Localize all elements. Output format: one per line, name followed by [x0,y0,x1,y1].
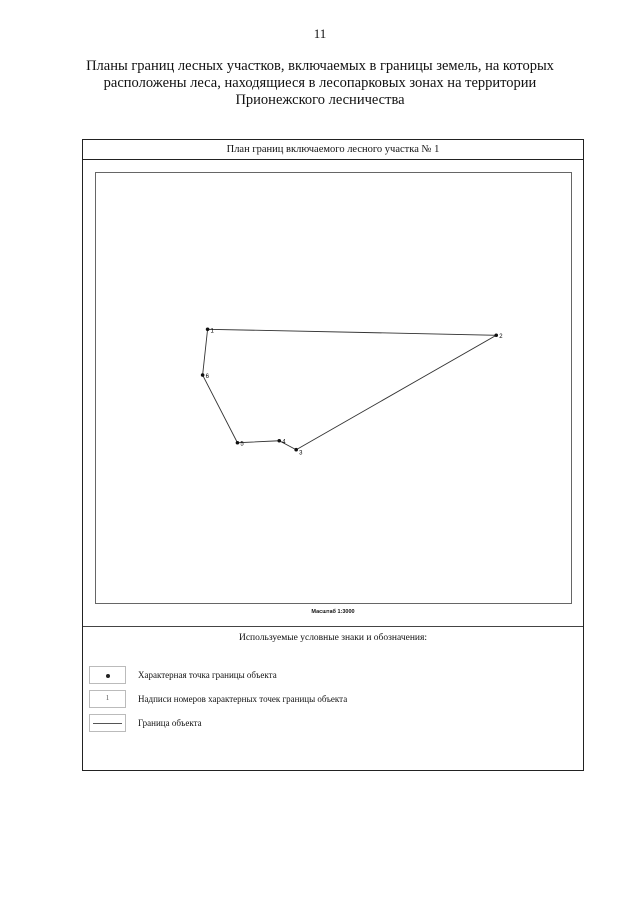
legend-divider [83,626,583,627]
legend-item-label: Граница объекта [138,718,202,728]
legend-item-point [89,665,277,685]
map-scale: Масштаб 1:3000 [311,609,355,615]
point-dot-icon [106,674,110,678]
point-dot-icon [236,441,240,445]
point-dot-icon [201,373,205,377]
point-dot-icon [494,333,498,337]
point-label: 5 [240,441,244,448]
plan-frame [82,139,584,771]
legend-item-label: Характерная точка границы объекта [138,670,277,680]
boundary-line-icon [93,723,122,724]
boundary-point-2 [494,333,503,340]
boundary-map [96,173,571,603]
document-heading [60,58,580,109]
point-label: 4 [282,439,286,446]
point-label: 6 [205,374,209,381]
point-dot-icon [277,439,281,443]
legend-symbol-box [89,666,126,684]
point-label: 3 [299,450,303,457]
page-number: 11 [313,26,327,41]
boundary-point-5 [236,441,245,448]
point-dot-icon [294,448,298,452]
legend-item-label: Надписи номеров характерных точек границы объекта [138,694,348,704]
point-label: 2 [499,334,503,341]
boundary-point-6 [201,373,210,380]
plan-title: План границ включаемого лесного участка № 1 [83,140,583,160]
point-label: 1 [210,328,214,335]
boundary-point-3 [294,448,303,457]
legend-item-boundary [89,713,202,733]
heading-line-3: Прионежского лесничества [235,92,405,108]
legend-item-point-number [89,689,347,709]
legend-symbol-box [89,714,126,732]
point-number-icon: 1 [105,694,110,702]
boundary-polygon [203,329,497,449]
heading-line-1: Планы границ лесных участков, включаемых в границы земель, на которых [86,58,554,74]
legend-title: Используемые условные знаки и обозначения: [238,633,427,643]
legend-symbol-box [89,690,126,708]
map-frame [95,172,572,604]
point-dot-icon [206,327,210,331]
heading-line-2: расположены леса, находящиеся в лесопарковых зонах на территории [103,75,537,91]
boundary-point-4 [277,439,286,446]
